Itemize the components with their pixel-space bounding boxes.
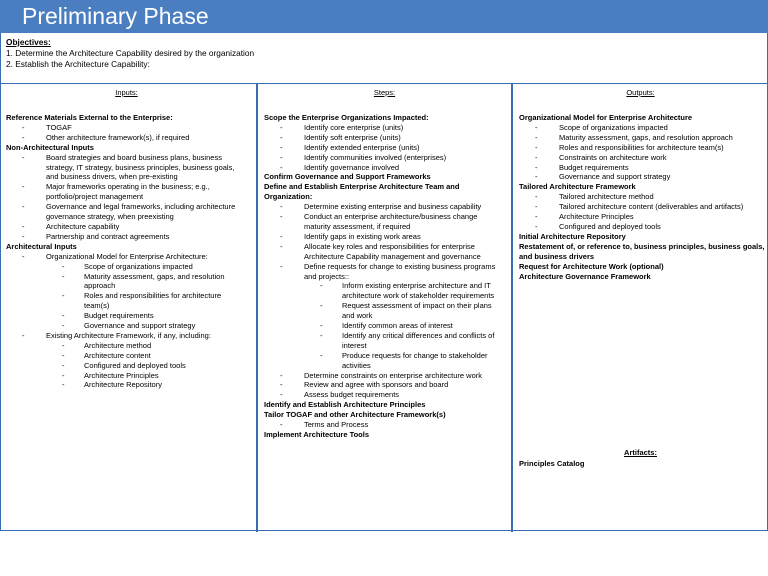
list-item-text: Identify soft enterprise (units) bbox=[304, 132, 401, 142]
objective-item: 1. Determine the Architecture Capability desired by the organization bbox=[6, 48, 255, 58]
list-item bbox=[258, 123, 511, 133]
list-heading bbox=[0, 242, 253, 252]
list-item-text: TOGAF bbox=[46, 122, 72, 132]
list-item bbox=[0, 341, 253, 351]
list-item-text: Tailored architecture method bbox=[559, 192, 654, 202]
list-item-text: Partnership and contract agreements bbox=[46, 231, 170, 241]
bullet-dash: - bbox=[22, 132, 25, 142]
bullet-dash: - bbox=[62, 321, 65, 331]
bullet-dash: - bbox=[62, 311, 65, 321]
list-item-text: Scope the Enterprise Organizations Impacted: bbox=[264, 113, 429, 122]
list-item-text: Budget requirements bbox=[84, 311, 154, 321]
list-item-text: Architectural Inputs bbox=[6, 241, 77, 251]
list-heading bbox=[513, 113, 768, 123]
list-item bbox=[258, 143, 511, 153]
list-item-text: Other architecture framework(s), if required bbox=[46, 132, 190, 142]
artifacts-list bbox=[513, 459, 768, 469]
list-item bbox=[258, 272, 511, 282]
outputs-heading: Outputs: bbox=[626, 88, 655, 97]
bullet-dash: - bbox=[280, 152, 283, 162]
list-item bbox=[513, 133, 768, 143]
list-item-text: Conduct an enterprise architecture/business change bbox=[304, 212, 478, 222]
list-item-text: Identify and Establish Architecture Principles bbox=[264, 400, 426, 410]
bullet-dash: - bbox=[535, 122, 538, 132]
list-item-text: Identify gaps in existing work areas bbox=[304, 231, 421, 241]
list-item-text: and business drivers bbox=[519, 251, 595, 261]
list-item-text: Define requests for change to existing business programs bbox=[304, 261, 496, 271]
list-item-text: Scope of organizations impacted bbox=[559, 122, 668, 132]
list-item bbox=[258, 351, 511, 361]
bullet-dash: - bbox=[535, 202, 538, 212]
bullet-dash: - bbox=[280, 380, 283, 390]
list-item-text: Organizational Model for Enterprise Architecture bbox=[519, 113, 693, 122]
list-item bbox=[258, 311, 511, 321]
list-item bbox=[0, 380, 253, 390]
list-item bbox=[513, 172, 768, 182]
list-item-text: Determine constraints on enterprise architecture work bbox=[304, 370, 482, 380]
bullet-dash: - bbox=[535, 172, 538, 182]
list-heading bbox=[513, 242, 768, 252]
bullet-dash: - bbox=[62, 350, 65, 360]
list-item-text: Existing Architecture Framework, if any, including: bbox=[46, 330, 211, 340]
list-item-text: Tailor TOGAF and other Architecture Framework(s) bbox=[264, 410, 446, 420]
bullet-dash: - bbox=[22, 221, 25, 231]
list-item-text: Identify common areas of interest bbox=[342, 321, 453, 331]
list-item-text: Governance and support strategy bbox=[559, 172, 671, 182]
list-item-text: Organizational Model for Enterprise Architecture: bbox=[46, 251, 208, 261]
steps-heading: Steps: bbox=[373, 88, 396, 97]
bullet-dash: - bbox=[62, 340, 65, 350]
outputs-column bbox=[511, 84, 768, 532]
title-bar bbox=[0, 0, 768, 33]
list-item bbox=[258, 212, 511, 222]
list-item-text: Organization: bbox=[264, 192, 313, 202]
list-item-text: Identify governance involved bbox=[304, 162, 400, 172]
bullet-dash: - bbox=[535, 192, 538, 202]
list-item-text: Confirm Governance and Support Frameworks bbox=[264, 172, 431, 182]
list-item bbox=[0, 272, 253, 282]
list-item-text: Restatement of, or reference to, business principles, business goals, bbox=[519, 241, 765, 251]
bullet-dash: - bbox=[535, 221, 538, 231]
list-item-text: Assess budget requirements bbox=[304, 390, 400, 400]
bullet-dash: - bbox=[62, 261, 65, 271]
bullet-dash: - bbox=[22, 231, 25, 241]
list-item-text: maturity assessment, if required bbox=[304, 221, 411, 231]
list-item-text: Architecture content bbox=[84, 350, 151, 360]
bullet-dash: - bbox=[22, 182, 25, 192]
list-heading bbox=[258, 410, 511, 420]
artifacts-section bbox=[513, 448, 768, 469]
list-item bbox=[0, 351, 253, 361]
list-item bbox=[0, 172, 253, 182]
list-item-text: governance strategy, when preexisting bbox=[46, 212, 174, 222]
list-item-text: portfolio/project management bbox=[46, 192, 144, 202]
list-item bbox=[258, 390, 511, 400]
list-item-text: activities bbox=[342, 360, 371, 370]
list-item-text: Maturity assessment, gaps, and resolution bbox=[84, 271, 225, 281]
bullet-dash: - bbox=[22, 330, 25, 340]
list-heading bbox=[258, 192, 511, 202]
list-item-text: Configured and deployed tools bbox=[84, 360, 186, 370]
list-item bbox=[258, 242, 511, 252]
list-item bbox=[0, 311, 253, 321]
list-item bbox=[513, 123, 768, 133]
list-item-text: and projects:: bbox=[304, 271, 350, 281]
list-item-text: Determine existing enterprise and business capability bbox=[304, 202, 482, 212]
list-item bbox=[0, 301, 253, 311]
list-heading bbox=[513, 272, 768, 282]
list-item-text: Produce requests for change to stakeholder bbox=[342, 350, 488, 360]
page-title: Preliminary Phase bbox=[22, 3, 209, 29]
list-item-text: Budget requirements bbox=[559, 162, 629, 172]
list-item-text: Architecture Principles bbox=[559, 212, 634, 222]
list-item-text: Architecture Repository bbox=[84, 380, 162, 390]
list-heading bbox=[513, 459, 768, 469]
steps-list bbox=[258, 113, 511, 440]
list-heading bbox=[513, 232, 768, 242]
list-heading bbox=[258, 113, 511, 123]
bullet-dash: - bbox=[280, 420, 283, 430]
list-heading bbox=[0, 143, 253, 153]
list-item-text: Configured and deployed tools bbox=[559, 221, 661, 231]
list-item bbox=[258, 301, 511, 311]
list-item bbox=[0, 163, 253, 173]
list-item-text: approach bbox=[84, 281, 116, 291]
list-item bbox=[0, 331, 253, 341]
list-item bbox=[258, 202, 511, 212]
list-item-text: Identify communities involved (enterprises) bbox=[304, 152, 447, 162]
list-item-text: Reference Materials External to the Enterprise: bbox=[6, 113, 173, 122]
artifacts-heading: Artifacts: bbox=[624, 448, 657, 457]
bullet-dash: - bbox=[22, 202, 25, 212]
bullet-dash: - bbox=[320, 281, 323, 291]
bullet-dash: - bbox=[280, 122, 283, 132]
bullet-dash: - bbox=[280, 231, 283, 241]
list-item bbox=[0, 321, 253, 331]
list-heading bbox=[513, 262, 768, 272]
bullet-dash: - bbox=[535, 212, 538, 222]
list-item bbox=[0, 192, 253, 202]
list-item bbox=[258, 321, 511, 331]
bullet-dash: - bbox=[320, 301, 323, 311]
list-item bbox=[258, 361, 511, 371]
list-item bbox=[258, 380, 511, 390]
list-heading bbox=[258, 182, 511, 192]
bullet-dash: - bbox=[280, 261, 283, 271]
bullet-dash: - bbox=[535, 162, 538, 172]
list-item-text: Roles and responsibilities for architecture team(s) bbox=[559, 142, 724, 152]
list-item-text: Inform existing enterprise architecture and IT bbox=[342, 281, 491, 291]
list-item bbox=[0, 182, 253, 192]
list-item bbox=[0, 252, 253, 262]
columns-table bbox=[0, 83, 768, 532]
bullet-dash: - bbox=[22, 152, 25, 162]
list-item-text: Define and Establish Enterprise Architecture Team and bbox=[264, 182, 460, 192]
bullet-dash: - bbox=[280, 132, 283, 142]
list-item-text: Architecture Governance Framework bbox=[519, 271, 651, 281]
list-item bbox=[513, 202, 768, 212]
list-heading bbox=[258, 430, 511, 440]
objectives-section bbox=[6, 37, 254, 70]
list-heading bbox=[513, 252, 768, 262]
bullet-dash: - bbox=[280, 162, 283, 172]
bullet-dash: - bbox=[535, 132, 538, 142]
list-item bbox=[0, 133, 253, 143]
bullet-dash: - bbox=[280, 142, 283, 152]
list-item bbox=[0, 371, 253, 381]
list-item-text: Identify extended enterprise (units) bbox=[304, 142, 420, 152]
list-item-text: Initial Architecture Repository bbox=[519, 231, 626, 241]
bullet-dash: - bbox=[62, 271, 65, 281]
list-item bbox=[513, 153, 768, 163]
list-item bbox=[258, 341, 511, 351]
bullet-dash: - bbox=[280, 212, 283, 222]
list-item-text: Tailored architecture content (deliverables and artifacts) bbox=[559, 202, 744, 212]
list-item-text: Board strategies and board business plans, business bbox=[46, 152, 222, 162]
inputs-heading: Inputs: bbox=[115, 88, 138, 97]
list-item-text: Principles Catalog bbox=[519, 459, 585, 468]
list-item-text: Request for Architecture Work (optional) bbox=[519, 261, 664, 271]
list-item bbox=[258, 222, 511, 232]
list-item-text: Request assessment of impact on their plans bbox=[342, 301, 492, 311]
bullet-dash: - bbox=[280, 370, 283, 380]
list-item bbox=[0, 281, 253, 291]
list-item bbox=[513, 163, 768, 173]
list-item bbox=[0, 222, 253, 232]
list-item-text: Review and agree with sponsors and board bbox=[304, 380, 449, 390]
list-item-text: Scope of organizations impacted bbox=[84, 261, 193, 271]
objective-item: 2. Establish the Architecture Capability: bbox=[6, 59, 150, 69]
list-item bbox=[258, 153, 511, 163]
list-item bbox=[258, 163, 511, 173]
bullet-dash: - bbox=[280, 202, 283, 212]
list-item-text: Terms and Process bbox=[304, 420, 369, 430]
list-item-text: Maturity assessment, gaps, and resolution approach bbox=[559, 132, 733, 142]
inputs-column bbox=[0, 84, 253, 532]
list-item bbox=[258, 252, 511, 262]
bullet-dash: - bbox=[320, 350, 323, 360]
list-item bbox=[0, 153, 253, 163]
list-item bbox=[0, 212, 253, 222]
bullet-dash: - bbox=[62, 360, 65, 370]
bullet-dash: - bbox=[280, 390, 283, 400]
list-item-text: Architecture capability bbox=[46, 221, 120, 231]
list-item-text: Architecture Capability management and governance bbox=[304, 251, 481, 261]
bullet-dash: - bbox=[320, 330, 323, 340]
list-item-text: Identify any critical differences and conflicts of bbox=[342, 330, 495, 340]
list-item bbox=[258, 262, 511, 272]
list-item-text: strategy, IT strategy, business principles, business goals, bbox=[46, 162, 235, 172]
bullet-dash: - bbox=[22, 122, 25, 132]
list-item-text: interest bbox=[342, 340, 367, 350]
list-item bbox=[513, 212, 768, 222]
list-item bbox=[0, 291, 253, 301]
list-item bbox=[0, 232, 253, 242]
inputs-list bbox=[0, 113, 253, 390]
outputs-list bbox=[513, 113, 768, 281]
list-item bbox=[258, 291, 511, 301]
list-heading bbox=[0, 113, 253, 123]
list-item-text: Architecture method bbox=[84, 340, 152, 350]
list-item-text: Implement Architecture Tools bbox=[264, 430, 370, 439]
list-item-text: Governance and support strategy bbox=[84, 321, 196, 331]
list-item bbox=[513, 143, 768, 153]
list-item-text: Tailored Architecture Framework bbox=[519, 182, 636, 192]
list-item-text: Governance and legal frameworks, including architecture bbox=[46, 202, 236, 212]
steps-column bbox=[256, 84, 511, 532]
bullet-dash: - bbox=[535, 152, 538, 162]
list-item bbox=[0, 262, 253, 272]
list-item bbox=[0, 361, 253, 371]
list-item bbox=[0, 123, 253, 133]
list-item bbox=[513, 192, 768, 202]
list-item-text: architecture work of stakeholder requirements bbox=[342, 291, 495, 301]
list-heading bbox=[258, 172, 511, 182]
objectives-heading: Objectives: bbox=[6, 37, 51, 47]
list-item-text: Roles and responsibilities for architecture bbox=[84, 291, 222, 301]
list-item-text: and business drivers, when pre-existing bbox=[46, 172, 178, 182]
list-item bbox=[258, 331, 511, 341]
list-heading bbox=[513, 182, 768, 192]
list-item bbox=[258, 281, 511, 291]
bullet-dash: - bbox=[62, 380, 65, 390]
list-item-text: Architecture Principles bbox=[84, 370, 159, 380]
bullet-dash: - bbox=[22, 251, 25, 261]
list-item-text: Major frameworks operating in the business; e.g., bbox=[46, 182, 210, 192]
list-item-text: Allocate key roles and responsibilities for enterprise bbox=[304, 241, 475, 251]
list-heading bbox=[258, 400, 511, 410]
bullet-dash: - bbox=[62, 370, 65, 380]
list-item-text: team(s) bbox=[84, 301, 110, 311]
list-item bbox=[258, 420, 511, 430]
list-item-text: Non-Architectural Inputs bbox=[6, 142, 94, 152]
bullet-dash: - bbox=[320, 321, 323, 331]
bullet-dash: - bbox=[535, 142, 538, 152]
bullet-dash: - bbox=[280, 241, 283, 251]
list-item bbox=[258, 133, 511, 143]
list-item bbox=[258, 371, 511, 381]
list-item-text: Constraints on architecture work bbox=[559, 152, 667, 162]
list-item bbox=[258, 232, 511, 242]
bullet-dash: - bbox=[62, 291, 65, 301]
list-item-text: and work bbox=[342, 311, 373, 321]
list-item bbox=[513, 222, 768, 232]
list-item bbox=[0, 202, 253, 212]
list-item-text: Identify core enterprise (units) bbox=[304, 122, 404, 132]
